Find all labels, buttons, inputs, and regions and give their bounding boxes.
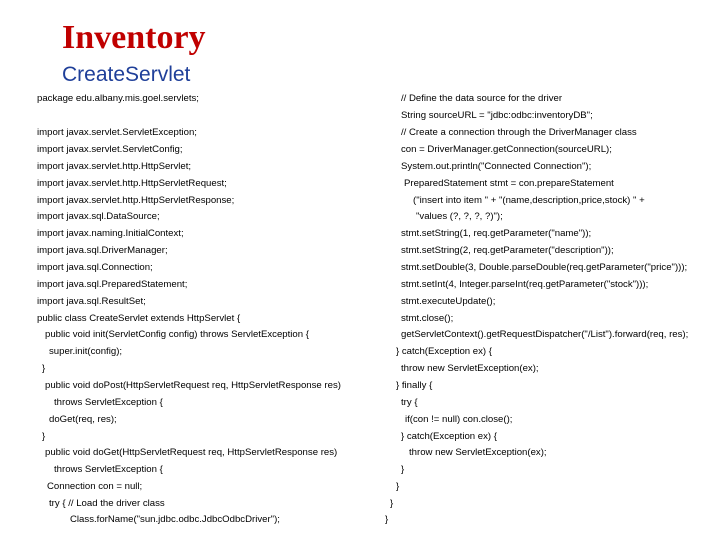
code-line: // Create a connection through the DriverManager class xyxy=(401,127,637,138)
code-line: stmt.setString(2, req.getParameter("description")); xyxy=(401,245,614,256)
code-line: ("insert into item " + "(name,description,price,stock) " + xyxy=(413,195,645,206)
code-line: } xyxy=(401,464,405,475)
code-line: import javax.naming.InitialContext; xyxy=(37,228,184,239)
code-line: import javax.servlet.ServletException; xyxy=(37,127,197,138)
code-line: import javax.servlet.http.HttpServlet; xyxy=(37,161,192,172)
code-line: System.out.println("Connected Connection"); xyxy=(401,161,592,172)
code-line: throws ServletException { xyxy=(54,397,163,408)
page-subtitle: CreateServlet xyxy=(62,63,191,86)
code-line: throw new ServletException(ex); xyxy=(409,447,547,458)
code-line: getServletContext().getRequestDispatcher("/List").forward(req, res); xyxy=(401,329,689,340)
code-line: stmt.setDouble(3, Double.parseDouble(req.getParameter("price"))); xyxy=(401,262,688,273)
code-line: import java.sql.ResultSet; xyxy=(37,296,146,307)
page-title: Inventory xyxy=(62,19,206,56)
code-line: public void doGet(HttpServletRequest req, HttpServletResponse res) xyxy=(45,447,338,458)
code-line: import javax.servlet.ServletConfig; xyxy=(37,144,183,155)
code-line: try { // Load the driver class xyxy=(49,498,165,509)
code-line: stmt.setString(1, req.getParameter("name")); xyxy=(401,228,592,239)
code-line: doGet(req, res); xyxy=(49,414,117,425)
code-line: stmt.setInt(4, Integer.parseInt(req.getParameter("stock"))); xyxy=(401,279,649,290)
code-line: import java.sql.Connection; xyxy=(37,262,153,273)
code-line: import javax.servlet.http.HttpServletResponse; xyxy=(37,195,235,206)
code-line: "values (?, ?, ?, ?)"); xyxy=(416,211,503,222)
code-line: throws ServletException { xyxy=(54,464,163,475)
code-line: } xyxy=(385,514,389,525)
code-line: } xyxy=(42,431,46,442)
code-line: throw new ServletException(ex); xyxy=(401,363,539,374)
code-line: super.init(config); xyxy=(49,346,123,357)
code-line: } xyxy=(390,498,394,509)
code-line: package edu.albany.mis.goel.servlets; xyxy=(37,93,199,104)
code-line: PreparedStatement stmt = con.prepareStatement xyxy=(404,178,614,189)
code-line: import java.sql.DriverManager; xyxy=(37,245,168,256)
code-line: String sourceURL = "jdbc:odbc:inventoryDB"; xyxy=(401,110,593,121)
code-line: try { xyxy=(401,397,418,408)
code-line: // Define the data source for the driver xyxy=(401,93,563,104)
code-line: Class.forName("sun.jdbc.odbc.JdbcOdbcDriver"); xyxy=(70,514,280,525)
code-line: public void doPost(HttpServletRequest req, HttpServletResponse res) xyxy=(45,380,341,391)
code-line: stmt.close(); xyxy=(401,313,454,324)
code-line: stmt.executeUpdate(); xyxy=(401,296,496,307)
code-line: import javax.sql.DataSource; xyxy=(37,211,160,222)
code-line: } xyxy=(42,363,46,374)
code-line: } catch(Exception ex) { xyxy=(396,346,492,357)
code-line: public class CreateServlet extends HttpServlet { xyxy=(37,313,241,324)
code-line: } xyxy=(396,481,400,492)
code-line: public void init(ServletConfig config) throws ServletException { xyxy=(45,329,309,340)
code-line: import javax.servlet.http.HttpServletRequest; xyxy=(37,178,227,189)
code-line: Connection con = null; xyxy=(47,481,143,492)
code-line: if(con != null) con.close(); xyxy=(405,414,513,425)
code-line: import java.sql.PreparedStatement; xyxy=(37,279,188,290)
code-line: } finally { xyxy=(396,380,433,391)
code-line: } catch(Exception ex) { xyxy=(401,431,497,442)
code-line: con = DriverManager.getConnection(sourceURL); xyxy=(401,144,612,155)
